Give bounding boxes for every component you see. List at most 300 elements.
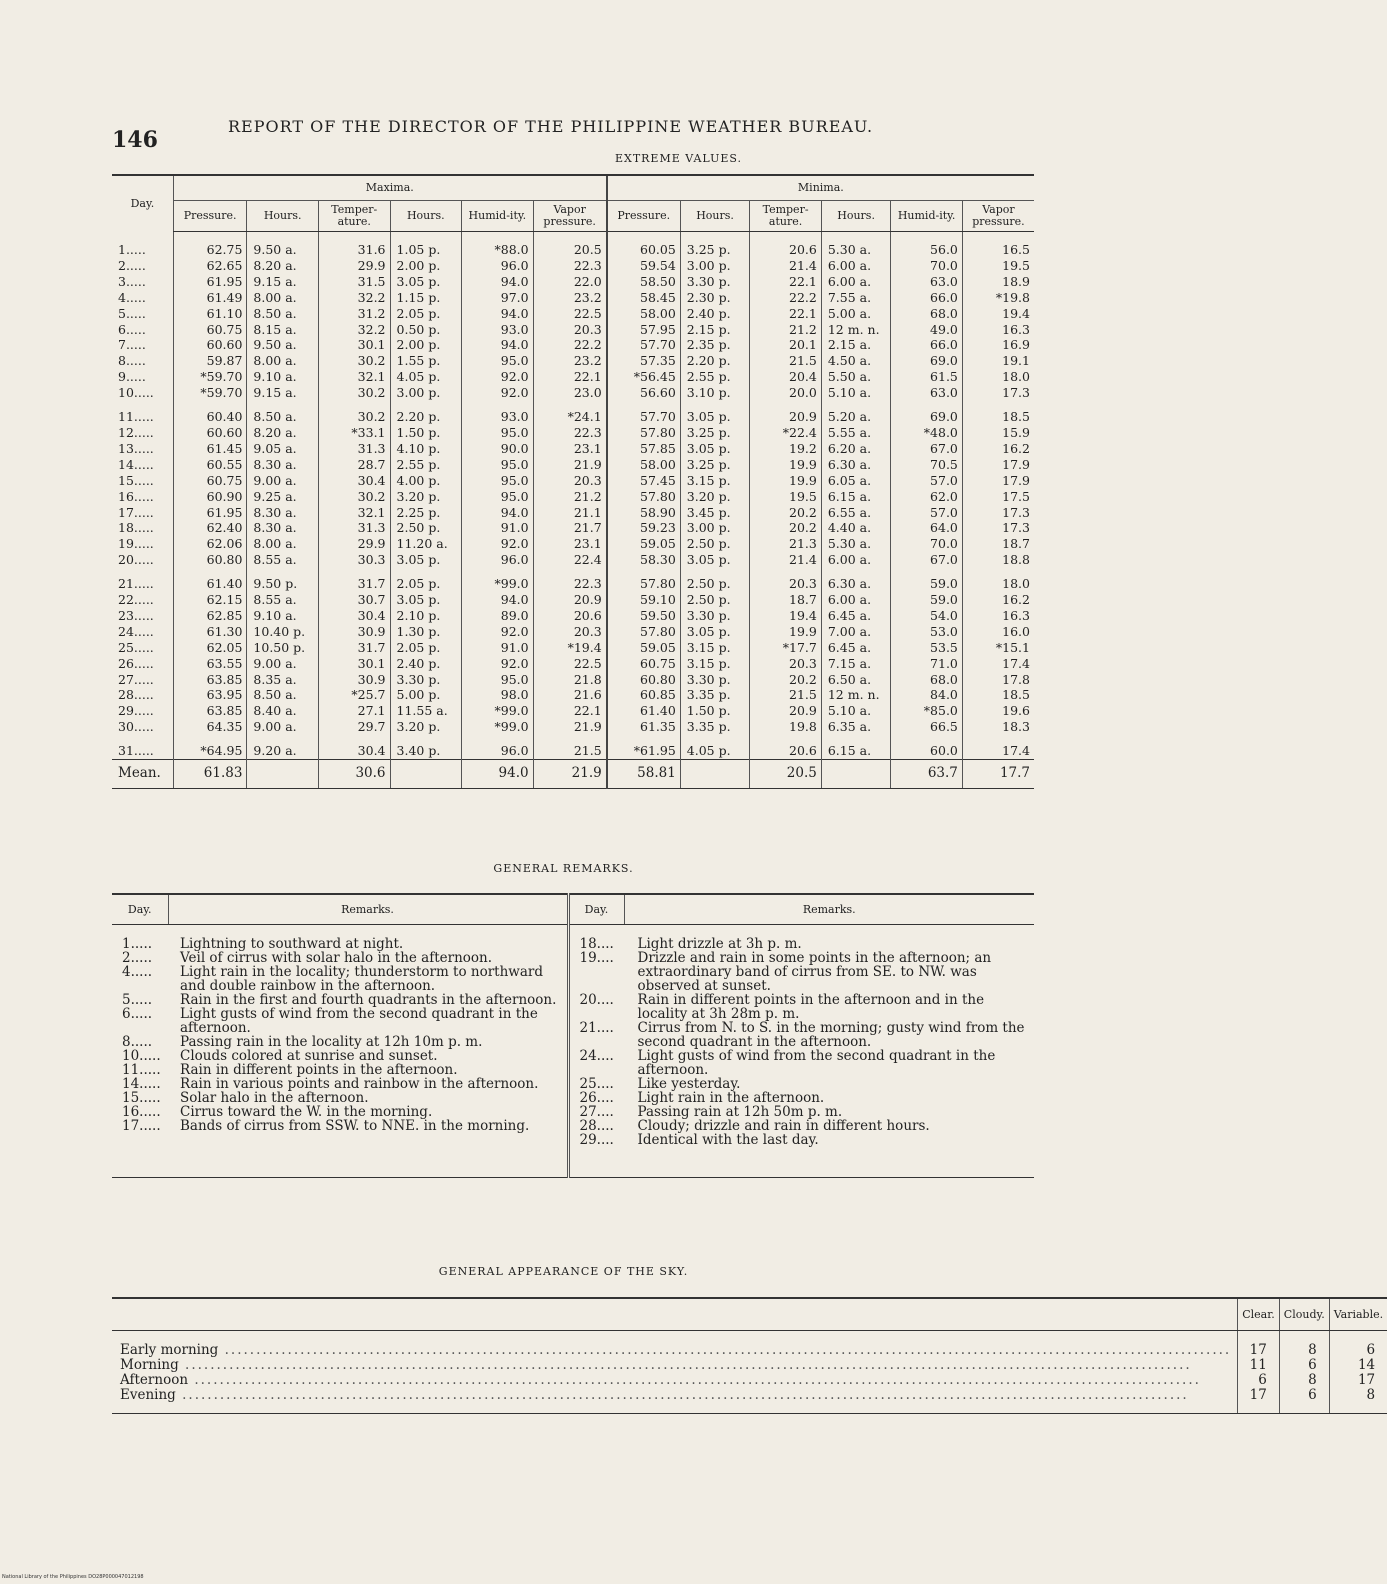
remark-day: 27.... — [579, 1104, 614, 1120]
min-temperature-cell: 20.6 — [750, 232, 822, 258]
min-temperature-hour-cell: 6.00 a. — [821, 258, 891, 274]
max-pressure-hour-cell: 9.00 a. — [247, 719, 319, 735]
remark-item — [574, 1077, 1031, 1091]
max-vapor-pressure-cell: 21.9 — [533, 719, 607, 735]
max-pressure-hour-cell: 9.50 a. — [247, 337, 319, 353]
remark-text: Lightning to southward at night. — [180, 936, 404, 952]
min-humidity-cell: 70.5 — [891, 457, 963, 473]
min-vapor-pressure-cell: 18.9 — [962, 274, 1034, 290]
min-temperature-cell: 21.5 — [750, 353, 822, 369]
extreme-values-title: EXTREME VALUES. — [614, 152, 743, 165]
min-temperature-hour-cell: 6.45 a. — [821, 640, 891, 656]
table-row — [112, 401, 1034, 425]
day-cell: 9..... — [118, 369, 146, 385]
remark-item — [574, 1091, 1031, 1105]
remark-day: 14..... — [122, 1076, 161, 1092]
max-temperature-cell: 32.2 — [318, 322, 390, 338]
min-temperature-hour-cell: 7.00 a. — [821, 624, 891, 640]
sky-period-cell — [112, 1388, 1238, 1414]
day-cell: 27..... — [118, 671, 154, 687]
max-temperature-cell: 30.4 — [318, 473, 390, 489]
max-humidity-cell: 95.0 — [462, 353, 534, 369]
max-humidity-cell: 95.0 — [462, 489, 534, 505]
day-cell: 12..... — [118, 424, 154, 440]
mean-row — [112, 760, 1034, 789]
min-temperature-cell: 20.3 — [750, 656, 822, 672]
remark-item — [574, 951, 1031, 993]
min-pressure-hour-cell: 3.05 p. — [680, 624, 750, 640]
min-pressure-cell: 56.60 — [607, 385, 681, 401]
min-pressure-cell: *56.45 — [607, 369, 681, 385]
max-humidity-cell: 95.0 — [462, 457, 534, 473]
max-temperature-hour-cell: 4.00 p. — [390, 473, 462, 489]
min-pressure-hour-cell: 3.00 p. — [680, 520, 750, 536]
sky-row — [112, 1331, 1387, 1359]
table-row — [112, 592, 1034, 608]
min-humidity-cell: 59.0 — [891, 568, 963, 592]
table-row — [112, 687, 1034, 703]
max-humidity-cell: 93.0 — [462, 401, 534, 425]
max-pressure-hour-cell: 8.35 a. — [247, 672, 319, 688]
remark-text: Cloudy; drizzle and rain in different hours. — [637, 1118, 930, 1134]
max-vapor-pressure-cell: *24.1 — [533, 401, 607, 425]
max-humidity-cell: 94.0 — [462, 505, 534, 521]
max-temperature-hour-mean-cell — [390, 760, 462, 789]
table-row — [112, 489, 1034, 505]
page-number: 146 — [112, 127, 158, 153]
min-pressure-cell: 58.00 — [607, 457, 681, 473]
min-vapor-pressure-cell: 16.0 — [962, 624, 1034, 640]
sky-clear-cell: 11 — [1238, 1358, 1280, 1373]
table-row — [112, 258, 1034, 274]
min-pressure-cell: 60.80 — [607, 672, 681, 688]
day-cell: 2..... — [118, 257, 146, 273]
sky-row — [112, 1373, 1387, 1388]
min-pressure-cell: 57.85 — [607, 441, 681, 457]
min-humidity-cell: 56.0 — [891, 232, 963, 258]
remark-day: 28.... — [579, 1118, 614, 1134]
max-pressure-hour-cell: 9.15 a. — [247, 385, 319, 401]
remark-day: 18.... — [579, 936, 614, 952]
max-temperature-cell: 30.9 — [318, 672, 390, 688]
min-temperature-cell: 20.4 — [750, 369, 822, 385]
day-cell: 10..... — [118, 385, 154, 401]
min-pressure-hour-cell: 2.30 p. — [680, 290, 750, 306]
min-humidity-cell: 63.0 — [891, 385, 963, 401]
mean-label-cell: Mean. — [112, 760, 173, 789]
min-pressure-hour-cell: 3.05 p. — [680, 401, 750, 425]
min-humidity-cell: 71.0 — [891, 656, 963, 672]
min-pressure-mean-cell: 58.81 — [607, 760, 681, 789]
max-pressure-hour-cell: 8.55 a. — [247, 552, 319, 568]
max-temperature-cell: 27.1 — [318, 703, 390, 719]
remark-text: Cirrus toward the W. in the morning. — [180, 1104, 433, 1120]
max-pressure-cell: 59.87 — [173, 353, 247, 369]
min-humidity-cell: 57.0 — [891, 505, 963, 521]
day-cell: 8..... — [118, 353, 146, 369]
max-pressure-cell: *59.70 — [173, 369, 247, 385]
sky-period-cell — [112, 1358, 1238, 1373]
remark-text: Light gusts of wind from the second quadrant in the afternoon. — [637, 1048, 996, 1078]
max-pressure-hour-cell: 10.40 p. — [247, 624, 319, 640]
min-pressure-cell: 59.05 — [607, 536, 681, 552]
table-row — [112, 473, 1034, 489]
max-temperature-hour-cell: 3.05 p. — [390, 552, 462, 568]
max-temperature-hour-cell: 2.10 p. — [390, 608, 462, 624]
sky-period-cell — [112, 1331, 1238, 1359]
max-temperature-hour-cell: 3.20 p. — [390, 489, 462, 505]
min-humidity-cell: 69.0 — [891, 401, 963, 425]
remark-day: 16..... — [122, 1104, 161, 1120]
min-temperature-hours-header: Hours. — [821, 201, 891, 232]
min-vapor-pressure-cell: 18.8 — [962, 552, 1034, 568]
min-temperature-cell: 22.2 — [750, 290, 822, 306]
max-temperature-hour-cell: 2.05 p. — [390, 568, 462, 592]
max-temperature-hour-cell: 1.05 p. — [390, 232, 462, 258]
max-pressure-hour-cell: 8.40 a. — [247, 703, 319, 719]
remark-day: 24.... — [579, 1048, 614, 1064]
min-vapor-pressure-cell: 18.5 — [962, 401, 1034, 425]
day-cell: 23..... — [118, 607, 154, 623]
min-pressure-hour-cell: 3.15 p. — [680, 640, 750, 656]
remark-item — [574, 1021, 1031, 1049]
max-vapor-pressure-cell: 22.1 — [533, 703, 607, 719]
sky-variable-cell: 17 — [1329, 1373, 1387, 1388]
min-temperature-mean-cell: 20.5 — [750, 760, 822, 789]
min-pressure-hour-cell: 1.50 p. — [680, 703, 750, 719]
sky-clear-cell: 6 — [1238, 1373, 1280, 1388]
min-vapor-pressure-cell: 18.0 — [962, 568, 1034, 592]
max-pressure-cell: 61.49 — [173, 290, 247, 306]
sky-appearance-body — [112, 1331, 1387, 1414]
sky-cloudy-cell: 8 — [1279, 1331, 1329, 1359]
max-pressure-hour-cell: 10.50 p. — [247, 640, 319, 656]
min-humidity-cell: 70.0 — [891, 258, 963, 274]
min-vapor-pressure-cell: 17.3 — [962, 520, 1034, 536]
min-temperature-hour-cell: 6.30 a. — [821, 457, 891, 473]
max-temperature-hour-cell: 11.55 a. — [390, 703, 462, 719]
max-humidity-cell: 92.0 — [462, 624, 534, 640]
day-cell: 20..... — [118, 552, 154, 568]
min-humidity-cell: 67.0 — [891, 441, 963, 457]
max-humidity-cell: *88.0 — [462, 232, 534, 258]
max-pressure-hour-cell: 8.30 a. — [247, 505, 319, 521]
min-temperature-hour-cell: 5.00 a. — [821, 306, 891, 322]
min-temperature-hour-cell: 7.55 a. — [821, 290, 891, 306]
remark-text: Passing rain in the locality at 12h 10m p. m. — [180, 1034, 483, 1050]
max-vapor-pressure-cell: 22.5 — [533, 306, 607, 322]
min-temperature-cell: 20.9 — [750, 703, 822, 719]
max-vapor-pressure-cell: 23.0 — [533, 385, 607, 401]
max-pressure-hour-cell: 9.10 a. — [247, 369, 319, 385]
min-vapor-pressure-cell: 17.3 — [962, 385, 1034, 401]
min-humidity-cell: 54.0 — [891, 608, 963, 624]
remark-item — [116, 1063, 563, 1077]
remark-item — [574, 937, 1031, 951]
dot-leader: ................................................................................................................................................................ — [178, 1357, 1192, 1373]
minima-header: Minima. — [607, 175, 1034, 201]
sky-variable-header: Variable. — [1329, 1298, 1387, 1331]
max-pressure-cell: 62.40 — [173, 520, 247, 536]
min-pressure-cell: 57.35 — [607, 353, 681, 369]
max-humidity-cell: 93.0 — [462, 322, 534, 338]
min-temperature-hour-cell: 6.50 a. — [821, 672, 891, 688]
day-cell: 13..... — [118, 440, 154, 456]
remark-item — [116, 993, 563, 1007]
min-temperature-hour-cell: 12 m. n. — [821, 687, 891, 703]
min-pressure-cell: 61.35 — [607, 719, 681, 735]
min-humidity-cell: 57.0 — [891, 473, 963, 489]
max-humidity-cell: 94.0 — [462, 274, 534, 290]
min-temperature-hour-cell: 5.10 a. — [821, 385, 891, 401]
remark-item — [116, 937, 563, 951]
remark-text: Clouds colored at sunrise and sunset. — [180, 1048, 438, 1064]
sky-row — [112, 1358, 1387, 1373]
sky-row — [112, 1388, 1387, 1414]
sky-variable-cell: 8 — [1329, 1388, 1387, 1414]
remarks-header-right: Remarks. — [624, 894, 1034, 925]
max-temperature-cell: 30.2 — [318, 489, 390, 505]
min-temperature-hour-cell: 6.20 a. — [821, 441, 891, 457]
min-vapor-pressure-cell: 16.2 — [962, 441, 1034, 457]
sky-cloudy-header: Cloudy. — [1279, 1298, 1329, 1331]
min-humidity-cell: 69.0 — [891, 353, 963, 369]
max-temperature-hour-cell: 2.40 p. — [390, 656, 462, 672]
min-humidity-cell: 70.0 — [891, 536, 963, 552]
min-temperature-cell: 22.1 — [750, 274, 822, 290]
sky-period-label: Early morning — [120, 1342, 219, 1358]
max-temperature-cell: 29.9 — [318, 536, 390, 552]
table-row — [112, 232, 1034, 258]
min-humidity-cell: *48.0 — [891, 425, 963, 441]
sky-clear-header: Clear. — [1238, 1298, 1280, 1331]
max-temperature-cell: 30.9 — [318, 624, 390, 640]
max-humidity-cell: 95.0 — [462, 473, 534, 489]
min-temperature-hour-mean-cell — [821, 760, 891, 789]
min-humidity-cell: 53.5 — [891, 640, 963, 656]
remark-text: Light rain in the afternoon. — [637, 1090, 825, 1106]
min-temperature-cell: 22.1 — [750, 306, 822, 322]
min-humidity-mean-cell: 63.7 — [891, 760, 963, 789]
max-temperature-cell: 30.1 — [318, 337, 390, 353]
remark-item — [116, 1077, 563, 1091]
min-humidity-cell: 68.0 — [891, 306, 963, 322]
remark-day: 25.... — [579, 1076, 614, 1092]
max-humidity-cell: *99.0 — [462, 703, 534, 719]
max-pressure-cell: 61.95 — [173, 505, 247, 521]
day-cell: 3..... — [118, 273, 146, 289]
min-pressure-cell: 58.45 — [607, 290, 681, 306]
sky-variable-cell: 14 — [1329, 1358, 1387, 1373]
min-temperature-cell: *22.4 — [750, 425, 822, 441]
sky-period-cell — [112, 1373, 1238, 1388]
max-pressure-cell: 62.85 — [173, 608, 247, 624]
table-row — [112, 656, 1034, 672]
remark-text: Light gusts of wind from the second quadrant in the afternoon. — [180, 1006, 538, 1036]
min-pressure-cell: 58.30 — [607, 552, 681, 568]
max-vapor-pressure-cell: 21.9 — [533, 457, 607, 473]
max-temperature-hour-cell: 3.30 p. — [390, 672, 462, 688]
max-pressure-cell: 62.05 — [173, 640, 247, 656]
max-temperature-hour-cell: 0.50 p. — [390, 322, 462, 338]
min-temperature-cell: 21.3 — [750, 536, 822, 552]
min-temperature-cell: 19.9 — [750, 473, 822, 489]
min-pressure-hour-cell: 3.35 p. — [680, 719, 750, 735]
min-temperature-cell: 19.4 — [750, 608, 822, 624]
min-temperature-hour-cell: 6.45 a. — [821, 608, 891, 624]
min-temperature-cell: 21.4 — [750, 552, 822, 568]
min-temperature-hour-cell: 6.00 a. — [821, 592, 891, 608]
max-pressure-cell: 60.40 — [173, 401, 247, 425]
max-pressure-hour-cell: 8.30 a. — [247, 457, 319, 473]
remark-text: Like yesterday. — [637, 1076, 741, 1092]
dot-leader: ................................................................................................................................................................ — [175, 1387, 1189, 1403]
max-pressure-cell: 61.10 — [173, 306, 247, 322]
min-pressure-cell: 58.50 — [607, 274, 681, 290]
max-pressure-hour-cell: 8.00 a. — [247, 536, 319, 552]
table-row — [112, 322, 1034, 338]
max-pressure-hour-cell: 9.50 a. — [247, 232, 319, 258]
min-temperature-header: Temper-ature. — [750, 201, 822, 232]
max-temperature-cell: 29.9 — [318, 258, 390, 274]
remark-day: 2..... — [122, 950, 153, 966]
min-vapor-pressure-cell: 16.2 — [962, 592, 1034, 608]
min-humidity-cell: 49.0 — [891, 322, 963, 338]
max-vapor-pressure-mean-cell: 21.9 — [533, 760, 607, 789]
max-temperature-cell: 32.2 — [318, 290, 390, 306]
extreme-values-body — [112, 232, 1034, 789]
max-pressure-cell: 64.35 — [173, 719, 247, 735]
max-pressure-hour-cell: 9.50 p. — [247, 568, 319, 592]
remark-text: Solar halo in the afternoon. — [180, 1090, 369, 1106]
running-head: REPORT OF THE DIRECTOR OF THE PHILIPPINE WEATHER BUREAU. — [228, 117, 874, 136]
max-humidity-mean-cell: 94.0 — [462, 760, 534, 789]
remark-day: 4..... — [122, 964, 153, 980]
remark-item — [574, 1105, 1031, 1119]
max-vapor-pressure-cell: 20.3 — [533, 473, 607, 489]
table-row — [112, 735, 1034, 759]
remark-item — [116, 965, 563, 993]
min-vapor-pressure-cell: 17.9 — [962, 457, 1034, 473]
max-vapor-pressure-cell: 20.3 — [533, 322, 607, 338]
max-humidity-cell: 92.0 — [462, 385, 534, 401]
min-pressure-cell: 60.05 — [607, 232, 681, 258]
max-temperature-cell: 30.2 — [318, 385, 390, 401]
min-temperature-cell: 20.9 — [750, 401, 822, 425]
footer-note: National Library of the Philippines DO28P000047012198 — [2, 1574, 144, 1580]
min-vapor-pressure-cell: 17.5 — [962, 489, 1034, 505]
max-pressure-cell: 62.65 — [173, 258, 247, 274]
max-temperature-hour-cell: 3.05 p. — [390, 592, 462, 608]
day-cell: 31..... — [118, 743, 154, 759]
day-cell: 30..... — [118, 719, 154, 735]
max-humidity-cell: 91.0 — [462, 640, 534, 656]
max-temperature-cell: *33.1 — [318, 425, 390, 441]
max-pressure-cell: *59.70 — [173, 385, 247, 401]
min-temperature-hour-cell: 5.50 a. — [821, 369, 891, 385]
max-temperature-hour-cell: 2.25 p. — [390, 505, 462, 521]
table-row — [112, 719, 1034, 735]
max-pressure-cell: 61.30 — [173, 624, 247, 640]
max-temperature-header: Temper-ature. — [318, 201, 390, 232]
max-temperature-cell: 31.7 — [318, 640, 390, 656]
remark-item — [116, 951, 563, 965]
table-row — [112, 536, 1034, 552]
table-row — [112, 552, 1034, 568]
max-humidity-header: Humid-ity. — [462, 201, 534, 232]
max-temperature-cell: 30.2 — [318, 353, 390, 369]
max-pressure-hour-cell: 8.55 a. — [247, 592, 319, 608]
max-pressure-hour-mean-cell — [247, 760, 319, 789]
min-pressure-cell: 61.40 — [607, 703, 681, 719]
max-pressure-cell: 61.40 — [173, 568, 247, 592]
max-vapor-header: Vapor pressure. — [533, 201, 607, 232]
min-pressure-cell: 58.00 — [607, 306, 681, 322]
min-vapor-pressure-cell: 18.0 — [962, 369, 1034, 385]
max-humidity-cell: 89.0 — [462, 608, 534, 624]
min-vapor-pressure-cell: 18.3 — [962, 719, 1034, 735]
min-temperature-cell: 20.6 — [750, 735, 822, 759]
min-pressure-hour-cell: 2.20 p. — [680, 353, 750, 369]
min-temperature-hour-cell: 4.50 a. — [821, 353, 891, 369]
min-pressure-hour-cell: 3.45 p. — [680, 505, 750, 521]
min-pressure-cell: 57.80 — [607, 425, 681, 441]
min-pressure-cell: 57.95 — [607, 322, 681, 338]
day-cell: 7..... — [118, 337, 146, 353]
min-temperature-cell: 20.0 — [750, 385, 822, 401]
min-vapor-pressure-cell: 17.8 — [962, 672, 1034, 688]
min-vapor-pressure-cell: 19.5 — [962, 258, 1034, 274]
remark-text: Light drizzle at 3h p. m. — [637, 936, 802, 952]
remark-item — [116, 1007, 563, 1035]
min-temperature-hour-cell: 6.55 a. — [821, 505, 891, 521]
sky-cloudy-cell: 8 — [1279, 1373, 1329, 1388]
min-temperature-cell: 20.1 — [750, 337, 822, 353]
min-vapor-pressure-cell: 19.1 — [962, 353, 1034, 369]
min-temperature-cell: 19.2 — [750, 441, 822, 457]
remarks-day-header-right: Day. — [568, 894, 624, 925]
remark-day: 1..... — [122, 936, 153, 952]
min-humidity-cell: 66.0 — [891, 290, 963, 306]
table-row — [112, 306, 1034, 322]
min-pressure-hour-cell: 3.10 p. — [680, 385, 750, 401]
max-pressure-cell: 62.75 — [173, 232, 247, 258]
min-pressure-cell: 58.90 — [607, 505, 681, 521]
max-temperature-cell: 31.6 — [318, 232, 390, 258]
max-humidity-cell: 96.0 — [462, 552, 534, 568]
min-temperature-cell: 20.3 — [750, 568, 822, 592]
remark-item — [574, 1049, 1031, 1077]
max-temperature-cell: 30.4 — [318, 735, 390, 759]
day-cell: 18..... — [118, 520, 154, 536]
dot-leader: ................................................................................................................................................................ — [188, 1372, 1201, 1388]
max-pressure-hour-cell: 9.10 a. — [247, 608, 319, 624]
min-humidity-cell: 66.0 — [891, 337, 963, 353]
table-row — [112, 353, 1034, 369]
max-pressure-cell: *64.95 — [173, 735, 247, 759]
max-humidity-cell: 98.0 — [462, 687, 534, 703]
remark-day: 19.... — [579, 950, 614, 966]
min-pressure-hour-cell: 3.05 p. — [680, 441, 750, 457]
max-pressure-hour-cell: 8.20 a. — [247, 258, 319, 274]
day-cell: 4..... — [118, 289, 146, 305]
min-temperature-hour-cell: 2.15 a. — [821, 337, 891, 353]
min-pressure-hour-cell: 2.50 p. — [680, 568, 750, 592]
min-pressure-hour-cell: 4.05 p. — [680, 735, 750, 759]
max-vapor-pressure-cell: 22.3 — [533, 425, 607, 441]
max-temperature-mean-cell: 30.6 — [318, 760, 390, 789]
max-temperature-cell: 32.1 — [318, 505, 390, 521]
